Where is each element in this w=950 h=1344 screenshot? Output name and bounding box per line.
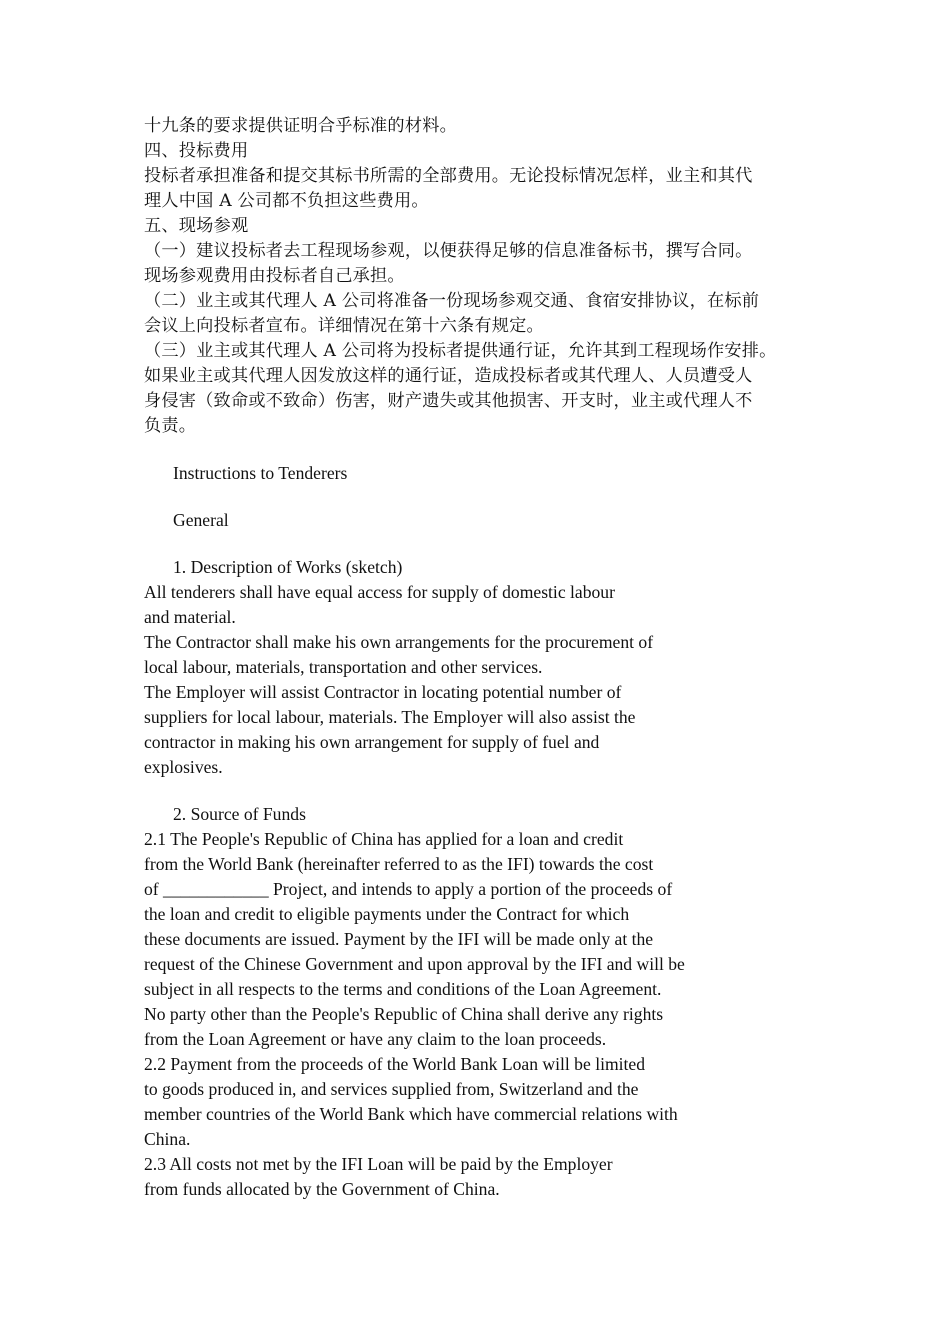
heading-site-visit: 五、现场参观 bbox=[144, 216, 249, 236]
chinese-section bbox=[144, 114, 814, 439]
text-line: from the World Bank (hereinafter referred to as the IFI) towards the cost bbox=[144, 854, 654, 874]
text-line: explosives. bbox=[144, 757, 223, 777]
text-line: from funds allocated by the Government of China. bbox=[144, 1179, 500, 1199]
text-line: subject in all respects to the terms and conditions of the Loan Agreement. bbox=[144, 979, 662, 999]
text-line: （三）业主或其代理人 A 公司将为投标者提供通行证，允许其到工程现场作安排。 bbox=[144, 341, 777, 361]
text-line: 身侵害（致命或不致命）伤害，财产遗失或其他损害、开支时，业主或代理人不 bbox=[144, 391, 753, 411]
section-subtitle: General bbox=[173, 510, 229, 530]
text-line: of ____________ Project, and intends to apply a portion of the proceeds of bbox=[144, 879, 673, 899]
section-title: Instructions to Tenderers bbox=[173, 463, 348, 483]
text-line: （二）业主或其代理人 A 公司将准备一份现场参观交通、食宿安排协议，在标前 bbox=[144, 291, 760, 311]
text-line: 2.2 Payment from the proceeds of the World Bank Loan will be limited bbox=[144, 1054, 646, 1074]
text-line: 十九条的要求提供证明合乎标准的材料。 bbox=[144, 116, 457, 136]
text-line: request of the Chinese Government and upon approval by the IFI and will be bbox=[144, 954, 685, 974]
text-line: 负责。 bbox=[144, 416, 197, 436]
text-line: The Contractor shall make his own arrangements for the procurement of bbox=[144, 632, 654, 652]
section2-heading: 2. Source of Funds bbox=[173, 804, 306, 824]
english-section bbox=[144, 439, 814, 1202]
text-line: 投标者承担准备和提交其标书所需的全部费用。无论投标情况怎样，业主和其代 bbox=[144, 166, 753, 186]
text-line: 如果业主或其代理人因发放这样的通行证，造成投标者或其代理人、人员遭受人 bbox=[144, 366, 753, 386]
heading-tender-costs: 四、投标费用 bbox=[144, 141, 249, 161]
text-line: member countries of the World Bank which have commercial relations with bbox=[144, 1104, 678, 1124]
document-body bbox=[144, 114, 814, 1202]
text-line: No party other than the People's Republic of China shall derive any rights bbox=[144, 1004, 664, 1024]
text-line: from the Loan Agreement or have any claim to the loan proceeds. bbox=[144, 1029, 607, 1049]
text-line: 2.1 The People's Republic of China has applied for a loan and credit bbox=[144, 829, 624, 849]
text-line: these documents are issued. Payment by the IFI will be made only at the bbox=[144, 929, 654, 949]
text-line: contractor in making his own arrangement for supply of fuel and bbox=[144, 732, 600, 752]
text-line: The Employer will assist Contractor in locating potential number of bbox=[144, 682, 622, 702]
section1-heading: 1. Description of Works (sketch) bbox=[173, 557, 403, 577]
text-line: China. bbox=[144, 1129, 191, 1149]
text-line: （一）建议投标者去工程现场参观，以便获得足够的信息准备标书，撰写合同。 bbox=[144, 241, 753, 261]
text-line: local labour, materials, transportation and other services. bbox=[144, 657, 543, 677]
text-line: All tenderers shall have equal access for supply of domestic labour bbox=[144, 582, 615, 602]
text-line: to goods produced in, and services supplied from, Switzerland and the bbox=[144, 1079, 639, 1099]
text-line: 现场参观费用由投标者自己承担。 bbox=[144, 266, 405, 286]
text-line: and material. bbox=[144, 607, 236, 627]
text-line: suppliers for local labour, materials. The Employer will also assist the bbox=[144, 707, 636, 727]
text-line: 理人中国 A 公司都不负担这些费用。 bbox=[144, 191, 429, 211]
text-line: the loan and credit to eligible payments under the Contract for which bbox=[144, 904, 630, 924]
text-line: 2.3 All costs not met by the IFI Loan will be paid by the Employer bbox=[144, 1154, 613, 1174]
text-line: 会议上向投标者宣布。详细情况在第十六条有规定。 bbox=[144, 316, 544, 336]
